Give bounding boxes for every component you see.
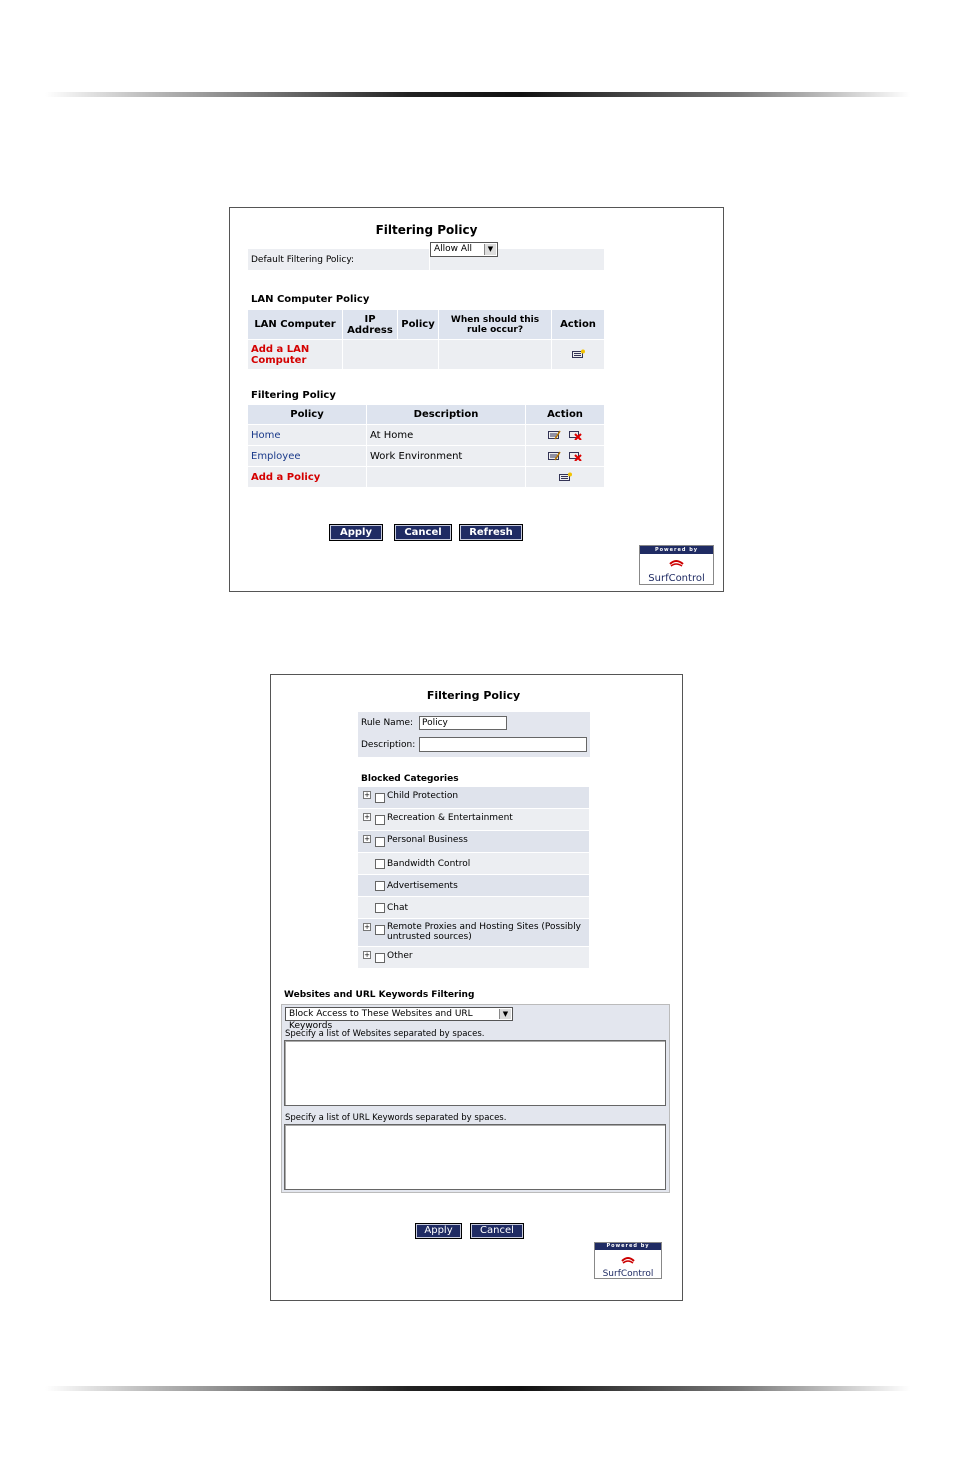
expand-icon[interactable]: + [364, 923, 370, 931]
surfcontrol-brand: SurfControl [648, 573, 705, 584]
edit-icon[interactable] [548, 451, 561, 461]
websites-mode-select[interactable]: Block Access to These Websites and URL Keywords ▼ [285, 1007, 513, 1021]
cancel-button[interactable]: Cancel [394, 524, 452, 541]
websites-keywords-title: Websites and URL Keywords Filtering [284, 990, 475, 1000]
category-advertisements: Advertisements [358, 875, 589, 896]
top-divider [45, 92, 910, 97]
description-input[interactable] [419, 737, 587, 752]
col-policy-name: Policy [248, 405, 366, 424]
surfcontrol-badge [639, 545, 714, 585]
default-policy-label: Default Filtering Policy: [248, 249, 429, 270]
keywords-hint: Specify a list of URL Keywords separated by spaces. [285, 1113, 507, 1123]
expand-icon[interactable]: + [364, 813, 370, 821]
col-action: Action [552, 310, 604, 339]
add-lan-computer-link[interactable]: Add a LAN Computer [248, 340, 342, 369]
add-icon[interactable] [559, 472, 572, 482]
edit-icon[interactable] [548, 430, 561, 440]
description-label: Description: [361, 740, 416, 750]
delete-icon[interactable] [569, 451, 582, 461]
category-checkbox[interactable] [375, 953, 385, 963]
page-title: Filtering Policy [375, 223, 478, 237]
cancel-button[interactable]: Cancel [470, 1223, 524, 1239]
col-ip-address: IP Address [343, 310, 397, 339]
expand-icon[interactable]: + [364, 791, 370, 799]
surfcontrol-badge [594, 1242, 662, 1279]
delete-icon[interactable] [569, 430, 582, 440]
powered-by-label: Powered by [640, 546, 713, 554]
category-recreation: + Recreation & Entertainment [358, 809, 589, 830]
category-checkbox[interactable] [375, 859, 385, 869]
keywords-textarea[interactable] [284, 1124, 666, 1190]
apply-button[interactable]: Apply [329, 524, 383, 541]
policy-link-home[interactable]: Home [248, 425, 366, 445]
filtering-policy-edit-screenshot [270, 674, 683, 1301]
surfcontrol-logo-icon [640, 557, 713, 569]
rule-name-input[interactable]: Policy [419, 716, 507, 730]
blocked-categories-title: Blocked Categories [361, 774, 459, 784]
websites-textarea[interactable] [284, 1040, 666, 1106]
filtering-policy-table [247, 404, 605, 488]
category-bandwidth-control: Bandwidth Control [358, 853, 589, 874]
websites-hint: Specify a list of Websites separated by spaces. [285, 1029, 485, 1039]
category-remote-proxies: + Remote Proxies and Hosting Sites (Possibly untrusted sources) [358, 919, 589, 946]
policy-link-employee[interactable]: Employee [248, 446, 366, 466]
default-policy-row [247, 244, 605, 271]
filter-section-title: Filtering Policy [251, 390, 336, 401]
category-checkbox[interactable] [375, 903, 385, 913]
col-lan-computer: LAN Computer [248, 310, 342, 339]
powered-by-label: Powered by [595, 1243, 661, 1250]
col-description: Description [367, 405, 525, 424]
category-checkbox[interactable] [375, 837, 385, 847]
category-checkbox[interactable] [375, 925, 385, 935]
policy-description: At Home [367, 425, 525, 445]
category-checkbox[interactable] [375, 881, 385, 891]
category-other: + Other [358, 947, 589, 968]
rule-name-label: Rule Name: [361, 718, 414, 728]
category-personal-business: + Personal Business [358, 831, 589, 852]
category-checkbox[interactable] [375, 793, 385, 803]
add-icon[interactable] [572, 349, 585, 359]
chevron-down-icon: ▼ [484, 244, 496, 255]
apply-button[interactable]: Apply [415, 1223, 462, 1239]
expand-icon[interactable]: + [364, 835, 370, 843]
col-when: When should this rule occur? [439, 310, 551, 339]
default-policy-select[interactable]: Allow All ▼ [430, 242, 498, 257]
expand-icon[interactable]: + [364, 951, 370, 959]
col-policy-action: Action [526, 405, 604, 424]
surfcontrol-brand: SurfControl [602, 1269, 654, 1279]
category-child-protection: + Child Protection [358, 787, 589, 808]
table-row [248, 467, 604, 487]
surfcontrol-logo-icon [595, 1254, 661, 1265]
chevron-down-icon: ▼ [499, 1009, 511, 1019]
lan-section-title: LAN Computer Policy [251, 294, 370, 305]
lan-computer-table [247, 309, 605, 370]
page-title: Filtering Policy [426, 689, 521, 702]
category-checkbox[interactable] [375, 815, 385, 825]
policy-description: Work Environment [367, 446, 525, 466]
refresh-button[interactable]: Refresh [459, 524, 523, 541]
bottom-divider [45, 1386, 910, 1391]
add-policy-link[interactable]: Add a Policy [248, 467, 366, 487]
table-row [248, 425, 604, 445]
category-chat: Chat [358, 897, 589, 918]
table-row [248, 446, 604, 466]
col-policy: Policy [398, 310, 438, 339]
